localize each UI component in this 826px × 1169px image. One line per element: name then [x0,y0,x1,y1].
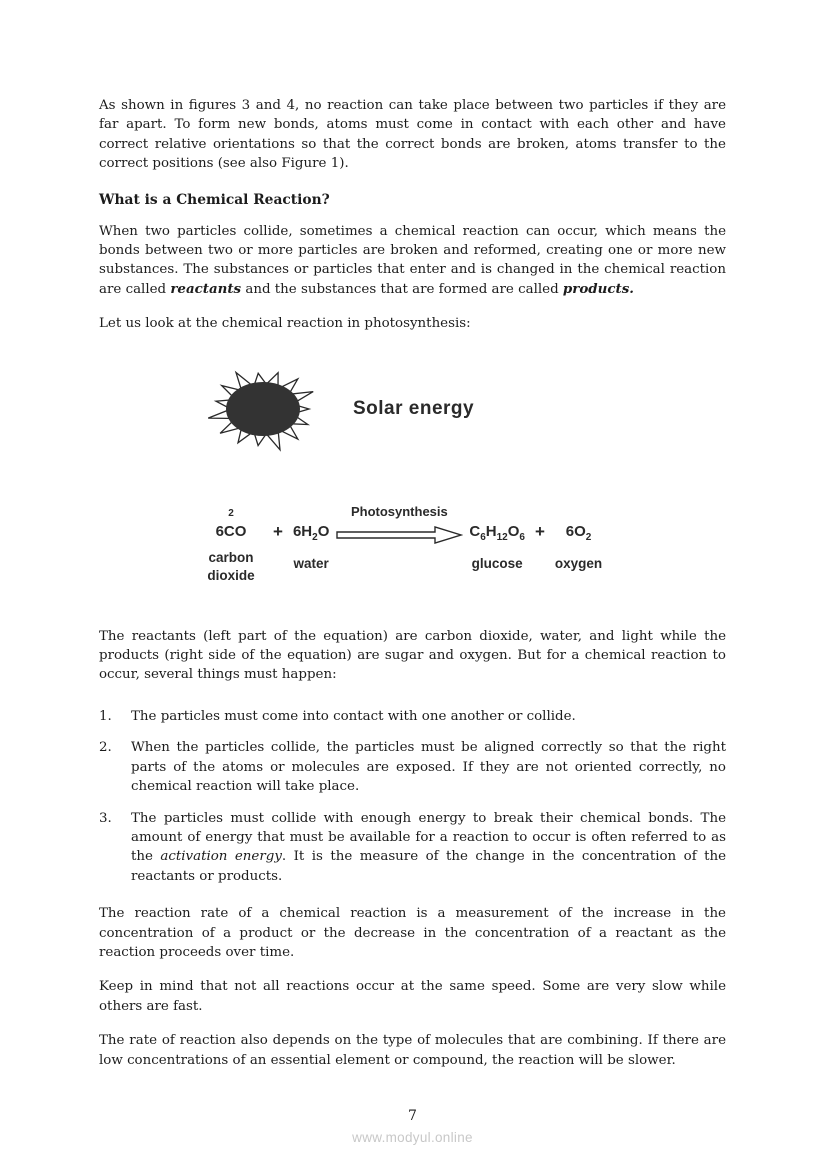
paragraph-reaction-definition [99,222,726,300]
watermark: www.modyul.online [352,1129,473,1145]
photosynthesis-label: Photosynthesis [350,503,448,519]
photosynthesis-figure [99,356,726,585]
list-text: When the particles collide, the particles must be aligned correctly so that the right parts of the atoms or molecules are exposed. If they are not oriented correctly, no chemical reaction will take place. [131,740,726,795]
paragraph-lead-figure: Let us look at the chemical reaction in photosynthesis: [99,316,471,332]
plus-sign: + [273,521,283,541]
solar-energy-label: Solar energy [353,397,475,419]
paragraph-after-figure: The reactants (left part of the equation) are carbon dioxide, water, and light while the products (right side of the equation) are sugar and oxygen. But for a chemical reaction to occur, several things must happen: [99,628,726,683]
paragraph-intro: As shown in figures 3 and 4, no reaction can take place between two particles if they are far apart. To form new bonds, atoms must come in contact with each other and have correct relative orientations so that the correct bonds are broken, atoms transfer to the correct positions (see also Figure 1). [99,98,726,172]
list-number: 2. [99,740,112,756]
section-heading: What is a Chemical Reaction? [99,191,330,208]
eq-water [293,504,329,573]
eq-oxygen [555,504,602,573]
eq-arrow [335,504,463,545]
sun-core [226,382,300,436]
list-number: 1. [99,708,112,724]
list-text: The particles must come into contact with one another or collide. [131,708,576,724]
co2-formula: 6CO [215,522,247,540]
term-reactants: reactants [170,280,242,297]
glucose-formula: $C_6H_{12}O_6$ [469,522,525,543]
list-text: The particles must collide with enough energy to break their chemical bonds. The amount of energy that must be available for a reaction to occur is often referred to as the activation energy. It is the measure of the change in the concentration of the reactants or products. [131,810,727,884]
reaction-arrow-icon [335,525,463,545]
eq-glucose [469,504,525,573]
text-run: and the substances that are formed are called [241,281,563,297]
h2o-formula: $6H_2O$ [292,522,330,543]
co2-sub: 2 [228,507,234,519]
glucose-caption: glucose [471,555,523,571]
list-item-1 [99,707,726,726]
h2o-caption: water [293,555,329,571]
sun-illustration [189,356,337,462]
text-run: When two particles collide, sometimes a chemical reaction can occur, which means the bonds between two or more particles are broken and reformed, creating one or more new substances. The substances or particles that enter and is changed in the chemical reaction are called [99,223,726,297]
co2-caption: carbon dioxide [207,549,255,583]
paragraph-molecule-type: The rate of reaction also depends on the type of molecules that are combining. If there are low concentrations of an essential element or compound, the reaction will be slower. [99,1033,726,1068]
o2-formula: $6O_2$ [565,522,592,543]
term-activation-energy: activation energy [160,849,282,865]
term-products: products. [562,280,634,297]
eq-carbon-dioxide [199,504,263,585]
plus-sign: + [534,521,545,541]
sun-row [189,356,726,462]
ordered-list [99,707,726,886]
list-item-2 [99,738,726,796]
page-number: 7 [408,1107,417,1124]
chemical-equation [199,504,726,585]
paragraph-speed: Keep in mind that not all reactions occur at the same speed. Some are very slow while others are fast. [99,979,726,1014]
list-number: 3. [99,810,112,826]
list-item-3 [99,809,726,887]
paragraph-reaction-rate: The reaction rate of a chemical reaction is a measurement of the increase in the concentration of a product or the decrease in the concentration of a reactant as the reaction proceeds over time. [99,906,726,960]
o2-caption: oxygen [554,555,603,571]
